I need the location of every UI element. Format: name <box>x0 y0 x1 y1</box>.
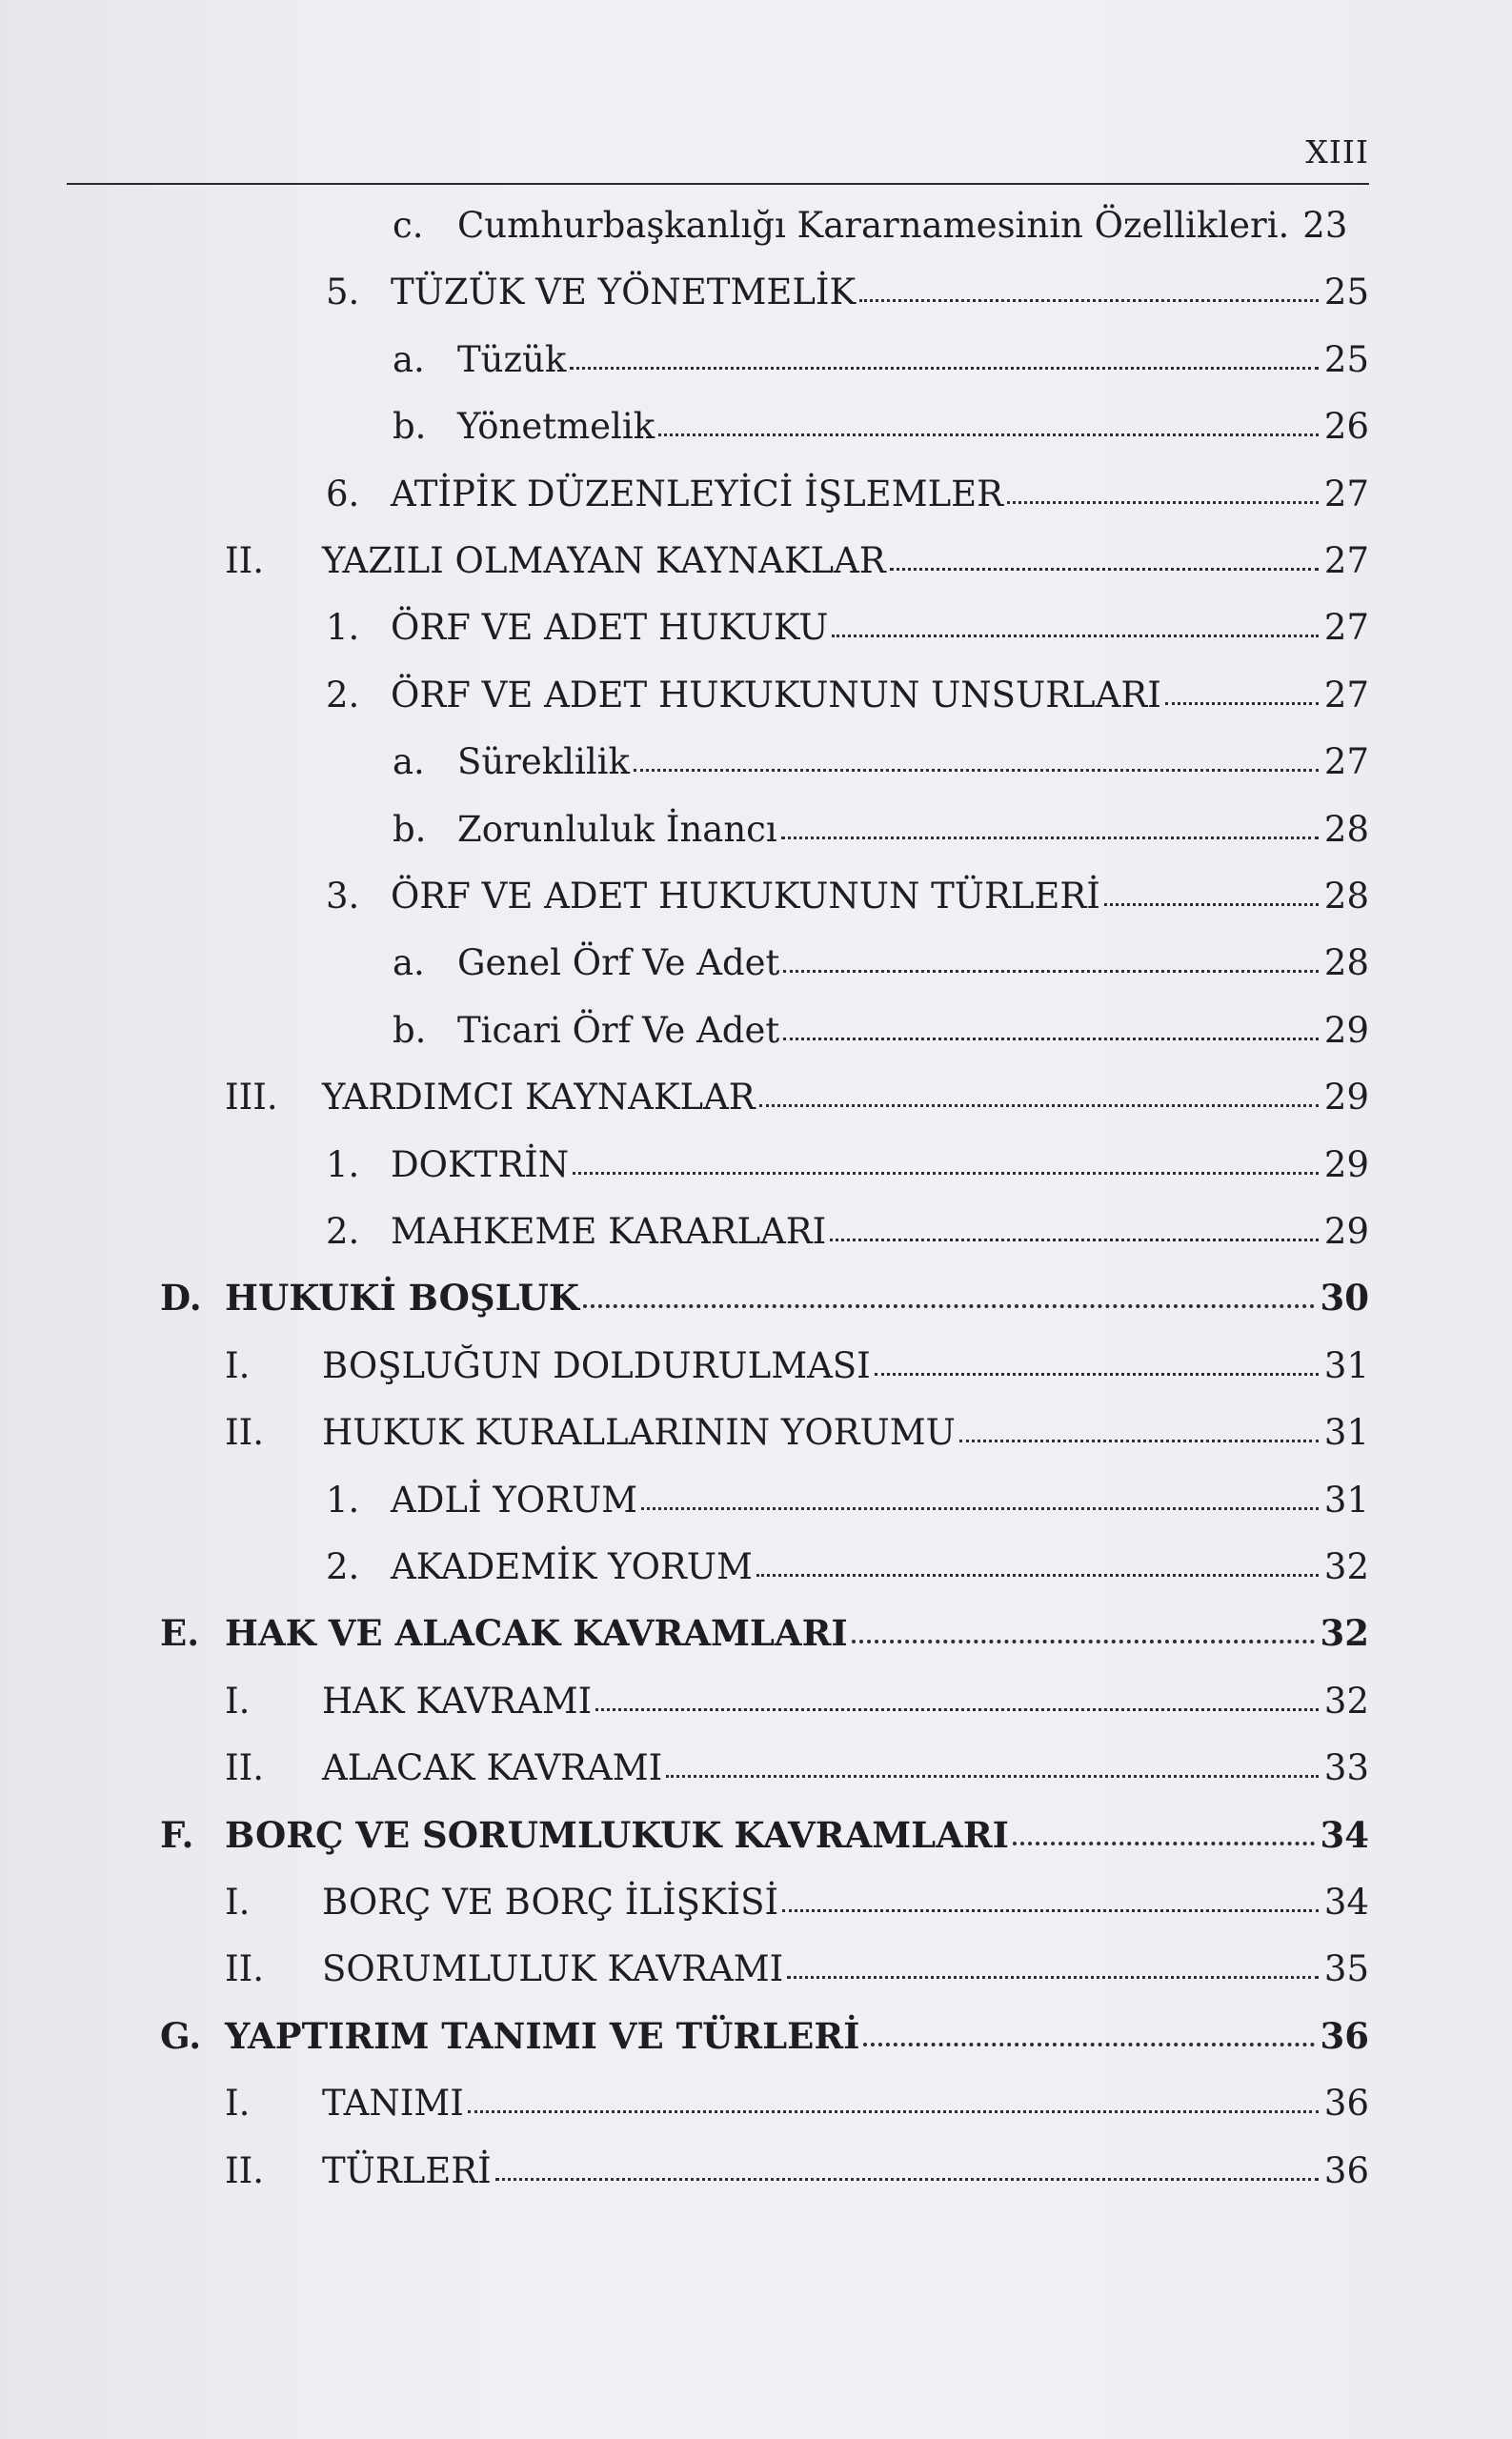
toc-entry-label: b. <box>393 406 427 447</box>
toc-entry-title: DOKTRİN <box>391 1144 570 1185</box>
toc-entry <box>0 190 1512 246</box>
toc-entry-page: 31 <box>1323 1412 1369 1453</box>
toc-leader-dots <box>1104 903 1319 906</box>
toc-entry-page: 28 <box>1323 876 1369 917</box>
toc-entry-page: 27 <box>1323 675 1369 716</box>
toc-entry-label: a. <box>393 942 425 983</box>
toc-entry-title: HUKUKİ BOŞLUK <box>225 1277 580 1319</box>
toc-entry-title: Genel Örf Ve Adet <box>457 942 780 983</box>
toc-entry-label: 1. <box>326 1144 360 1185</box>
toc-entry-title: SORUMLULUK KAVRAMI <box>322 1948 784 1989</box>
toc-entry-label: c. <box>393 205 424 246</box>
toc-entry-page: 29 <box>1323 1077 1369 1118</box>
toc-entry-page: 34 <box>1320 1814 1369 1856</box>
toc-entry-title: TÜZÜK VE YÖNETMELİK <box>391 272 857 312</box>
toc-entry <box>0 726 1512 782</box>
toc-leader-dots <box>782 1909 1319 1912</box>
toc-entry-title: Ticari Örf Ve Adet <box>457 1010 780 1051</box>
toc-entry-label: D. <box>160 1277 202 1319</box>
toc-entry-label: I. <box>225 1345 251 1386</box>
toc-entry-label: I. <box>225 2083 251 2124</box>
toc-leader-dots <box>759 1104 1319 1107</box>
toc-leader-dots <box>1007 501 1319 504</box>
toc-entry-title: HAK VE ALACAK KAVRAMLARI <box>225 1612 848 1654</box>
toc-entry-title: Tüzük <box>457 339 567 380</box>
toc-leader-dots <box>495 2178 1319 2181</box>
toc-entry-title: YAPTIRIM TANIMI VE TÜRLERİ <box>225 2015 860 2057</box>
toc-entry-label: II. <box>225 1747 264 1788</box>
toc-entry <box>0 1262 1512 1319</box>
toc-entry <box>0 659 1512 716</box>
toc-entry-label: II. <box>225 540 264 581</box>
toc-entry <box>0 256 1512 310</box>
toc-entry-title: ÖRF VE ADET HUKUKU <box>391 607 829 648</box>
toc-entry <box>0 324 1512 380</box>
toc-entry-page: 29 <box>1323 1211 1369 1252</box>
toc-leader-dots <box>658 433 1319 436</box>
toc-leader-dots <box>830 1239 1319 1241</box>
toc-entry <box>0 1732 1512 1788</box>
toc-leader-dots <box>875 1373 1319 1376</box>
toc-entry-page: 36 <box>1320 2015 1369 2057</box>
toc-leader-dots <box>641 1507 1319 1510</box>
page-number: XIII <box>1305 133 1369 171</box>
toc-entry-title: BORÇ VE SORUMLUKUK KAVRAMLARI <box>225 1814 1009 1856</box>
toc-entry-title: ATİPİK DÜZENLEYİCİ İŞLEMLER <box>391 474 1004 514</box>
toc-entry-page: 35 <box>1323 1948 1369 1989</box>
toc-entry-page: 28 <box>1323 809 1369 850</box>
toc-entry-page: 28 <box>1323 942 1369 983</box>
toc-entry-page: 25 <box>1323 272 1369 312</box>
toc-leader-dots <box>570 367 1319 370</box>
toc-entry-title: TANIMI <box>322 2083 464 2124</box>
toc-leader-dots <box>583 1304 1314 1308</box>
toc-entry-label: I. <box>225 1882 251 1923</box>
toc-leader-dots <box>783 970 1319 973</box>
toc-leader-dots <box>468 2110 1319 2113</box>
toc-entry-label: II. <box>225 2150 264 2191</box>
toc-entry-page: 36 <box>1323 2150 1369 2191</box>
toc-leader-dots <box>573 1172 1319 1175</box>
toc-entry-page: 29 <box>1323 1144 1369 1185</box>
toc-entry <box>0 1531 1512 1587</box>
toc-entry <box>0 1196 1512 1252</box>
toc-leader-dots <box>832 635 1318 637</box>
toc-entry-title: ALACAK KAVRAMI <box>322 1747 663 1788</box>
toc-leader-dots <box>1013 1842 1315 1845</box>
toc-entry-title: ÖRF VE ADET HUKUKUNUN TÜRLERİ <box>391 876 1100 917</box>
toc-entry-label: 5. <box>326 272 360 312</box>
toc-entry <box>0 391 1512 447</box>
toc-entry <box>0 1129 1512 1185</box>
toc-entry <box>0 2067 1512 2124</box>
toc-entry <box>0 995 1512 1051</box>
toc-entry-page: 33 <box>1323 1747 1369 1788</box>
toc-entry <box>0 1397 1512 1453</box>
toc-entry-title: Süreklilik <box>457 741 630 782</box>
toc-leader-dots <box>1165 702 1319 705</box>
toc-entry <box>0 927 1512 983</box>
toc-entry-title: ADLİ YORUM <box>391 1480 638 1521</box>
toc-leader-dots <box>634 769 1319 772</box>
toc-entry-label: III. <box>225 1077 278 1118</box>
toc-entry-page: 27 <box>1323 540 1369 581</box>
toc-leader-dots <box>787 1976 1319 1979</box>
toc-entry-label: I. <box>225 1681 251 1722</box>
toc-entry-page: 32 <box>1320 1612 1369 1654</box>
toc-entry-page: 26 <box>1323 406 1369 447</box>
toc-entry <box>0 1330 1512 1386</box>
toc-entry-title: HAK KAVRAMI <box>322 1681 593 1722</box>
toc-entry <box>0 1464 1512 1521</box>
toc-entry-label: II. <box>225 1948 264 1989</box>
toc-entry-page: 31 <box>1323 1345 1369 1386</box>
toc-entry-title: BORÇ VE BORÇ İLİŞKİSİ <box>322 1882 779 1923</box>
toc-entry-title: Zorunluluk İnancı <box>457 809 777 850</box>
toc-leader-dots <box>959 1440 1319 1442</box>
toc-leader-dots <box>890 568 1319 571</box>
toc-leader-dots <box>756 1574 1319 1577</box>
toc-entry-page: 25 <box>1323 339 1369 380</box>
toc-entry-title: Cumhurbaşkanlığı Kararnamesinin Özellikleri. <box>457 205 1290 246</box>
toc-leader-dots <box>666 1775 1319 1778</box>
toc-entry-page: 30 <box>1320 1277 1369 1319</box>
toc-entry <box>0 1800 1512 1856</box>
toc-entry-label: b. <box>393 1010 427 1051</box>
toc-entry-label: 3. <box>326 876 360 917</box>
toc-entry-label: G. <box>160 2015 202 2057</box>
toc-entry-title: HUKUK KURALLARININ YORUMU <box>322 1412 956 1453</box>
toc-leader-dots <box>859 299 1319 302</box>
toc-entry-page: 27 <box>1323 741 1369 782</box>
toc-leader-dots <box>595 1708 1319 1711</box>
toc-entry-label: a. <box>393 339 425 380</box>
toc-entry-label: 1. <box>326 607 360 648</box>
toc-entry <box>0 1866 1512 1923</box>
toc-entry-label: b. <box>393 809 427 850</box>
toc-entry-page: 27 <box>1323 474 1369 514</box>
toc-entry-label: 2. <box>326 1211 360 1252</box>
toc-entry <box>0 2001 1512 2057</box>
toc-entry <box>0 860 1512 917</box>
toc-entry-title: YAZILI OLMAYAN KAYNAKLAR <box>322 540 886 581</box>
toc-entry-title: TÜRLERİ <box>322 2150 492 2191</box>
toc-entry-page: 32 <box>1323 1546 1369 1587</box>
toc-entry-page: 32 <box>1323 1681 1369 1722</box>
toc-entry <box>0 592 1512 648</box>
toc-entry-label: a. <box>393 741 425 782</box>
toc-entry-label: 1. <box>326 1480 360 1521</box>
toc-entry-page: 36 <box>1323 2083 1369 2124</box>
toc-entry-page: 34 <box>1323 1882 1369 1923</box>
toc-entry <box>0 2135 1512 2191</box>
toc-entry-label: 6. <box>326 474 360 514</box>
toc-entry-page: 31 <box>1323 1480 1369 1521</box>
toc-entry-title: YARDIMCI KAYNAKLAR <box>322 1077 756 1118</box>
toc-entry <box>0 1061 1512 1118</box>
toc-entry-title: Yönetmelik <box>457 406 655 447</box>
toc-entry <box>0 458 1512 512</box>
toc-entry-title: AKADEMİK YORUM <box>391 1546 753 1587</box>
toc-entry <box>0 794 1512 850</box>
toc-entry <box>0 1933 1512 1989</box>
toc-leader-dots <box>783 1038 1319 1040</box>
toc-entry-title: BOŞLUĞUN DOLDURULMASI <box>322 1345 871 1386</box>
toc-entry-label: II. <box>225 1412 264 1453</box>
toc-entry-page: 27 <box>1323 607 1369 648</box>
toc-leader-dots <box>852 1640 1315 1643</box>
toc-entry-title: MAHKEME KARARLARI <box>391 1211 827 1252</box>
toc-entry-page: 23 <box>1302 205 1348 246</box>
toc-entry-label: 2. <box>326 1546 360 1587</box>
toc-entry-label: E. <box>160 1612 200 1654</box>
toc-leader-dots <box>863 2043 1314 2046</box>
toc-entry <box>0 1665 1512 1722</box>
toc-entry-label: 2. <box>326 675 360 716</box>
toc-entry-title: ÖRF VE ADET HUKUKUNUN UNSURLARI <box>391 675 1161 716</box>
toc-leader-dots <box>781 837 1319 839</box>
toc-entry-page: 29 <box>1323 1010 1369 1051</box>
toc-entry-label: F. <box>160 1814 194 1856</box>
toc-entry <box>0 525 1512 581</box>
toc-entry <box>0 1598 1512 1654</box>
